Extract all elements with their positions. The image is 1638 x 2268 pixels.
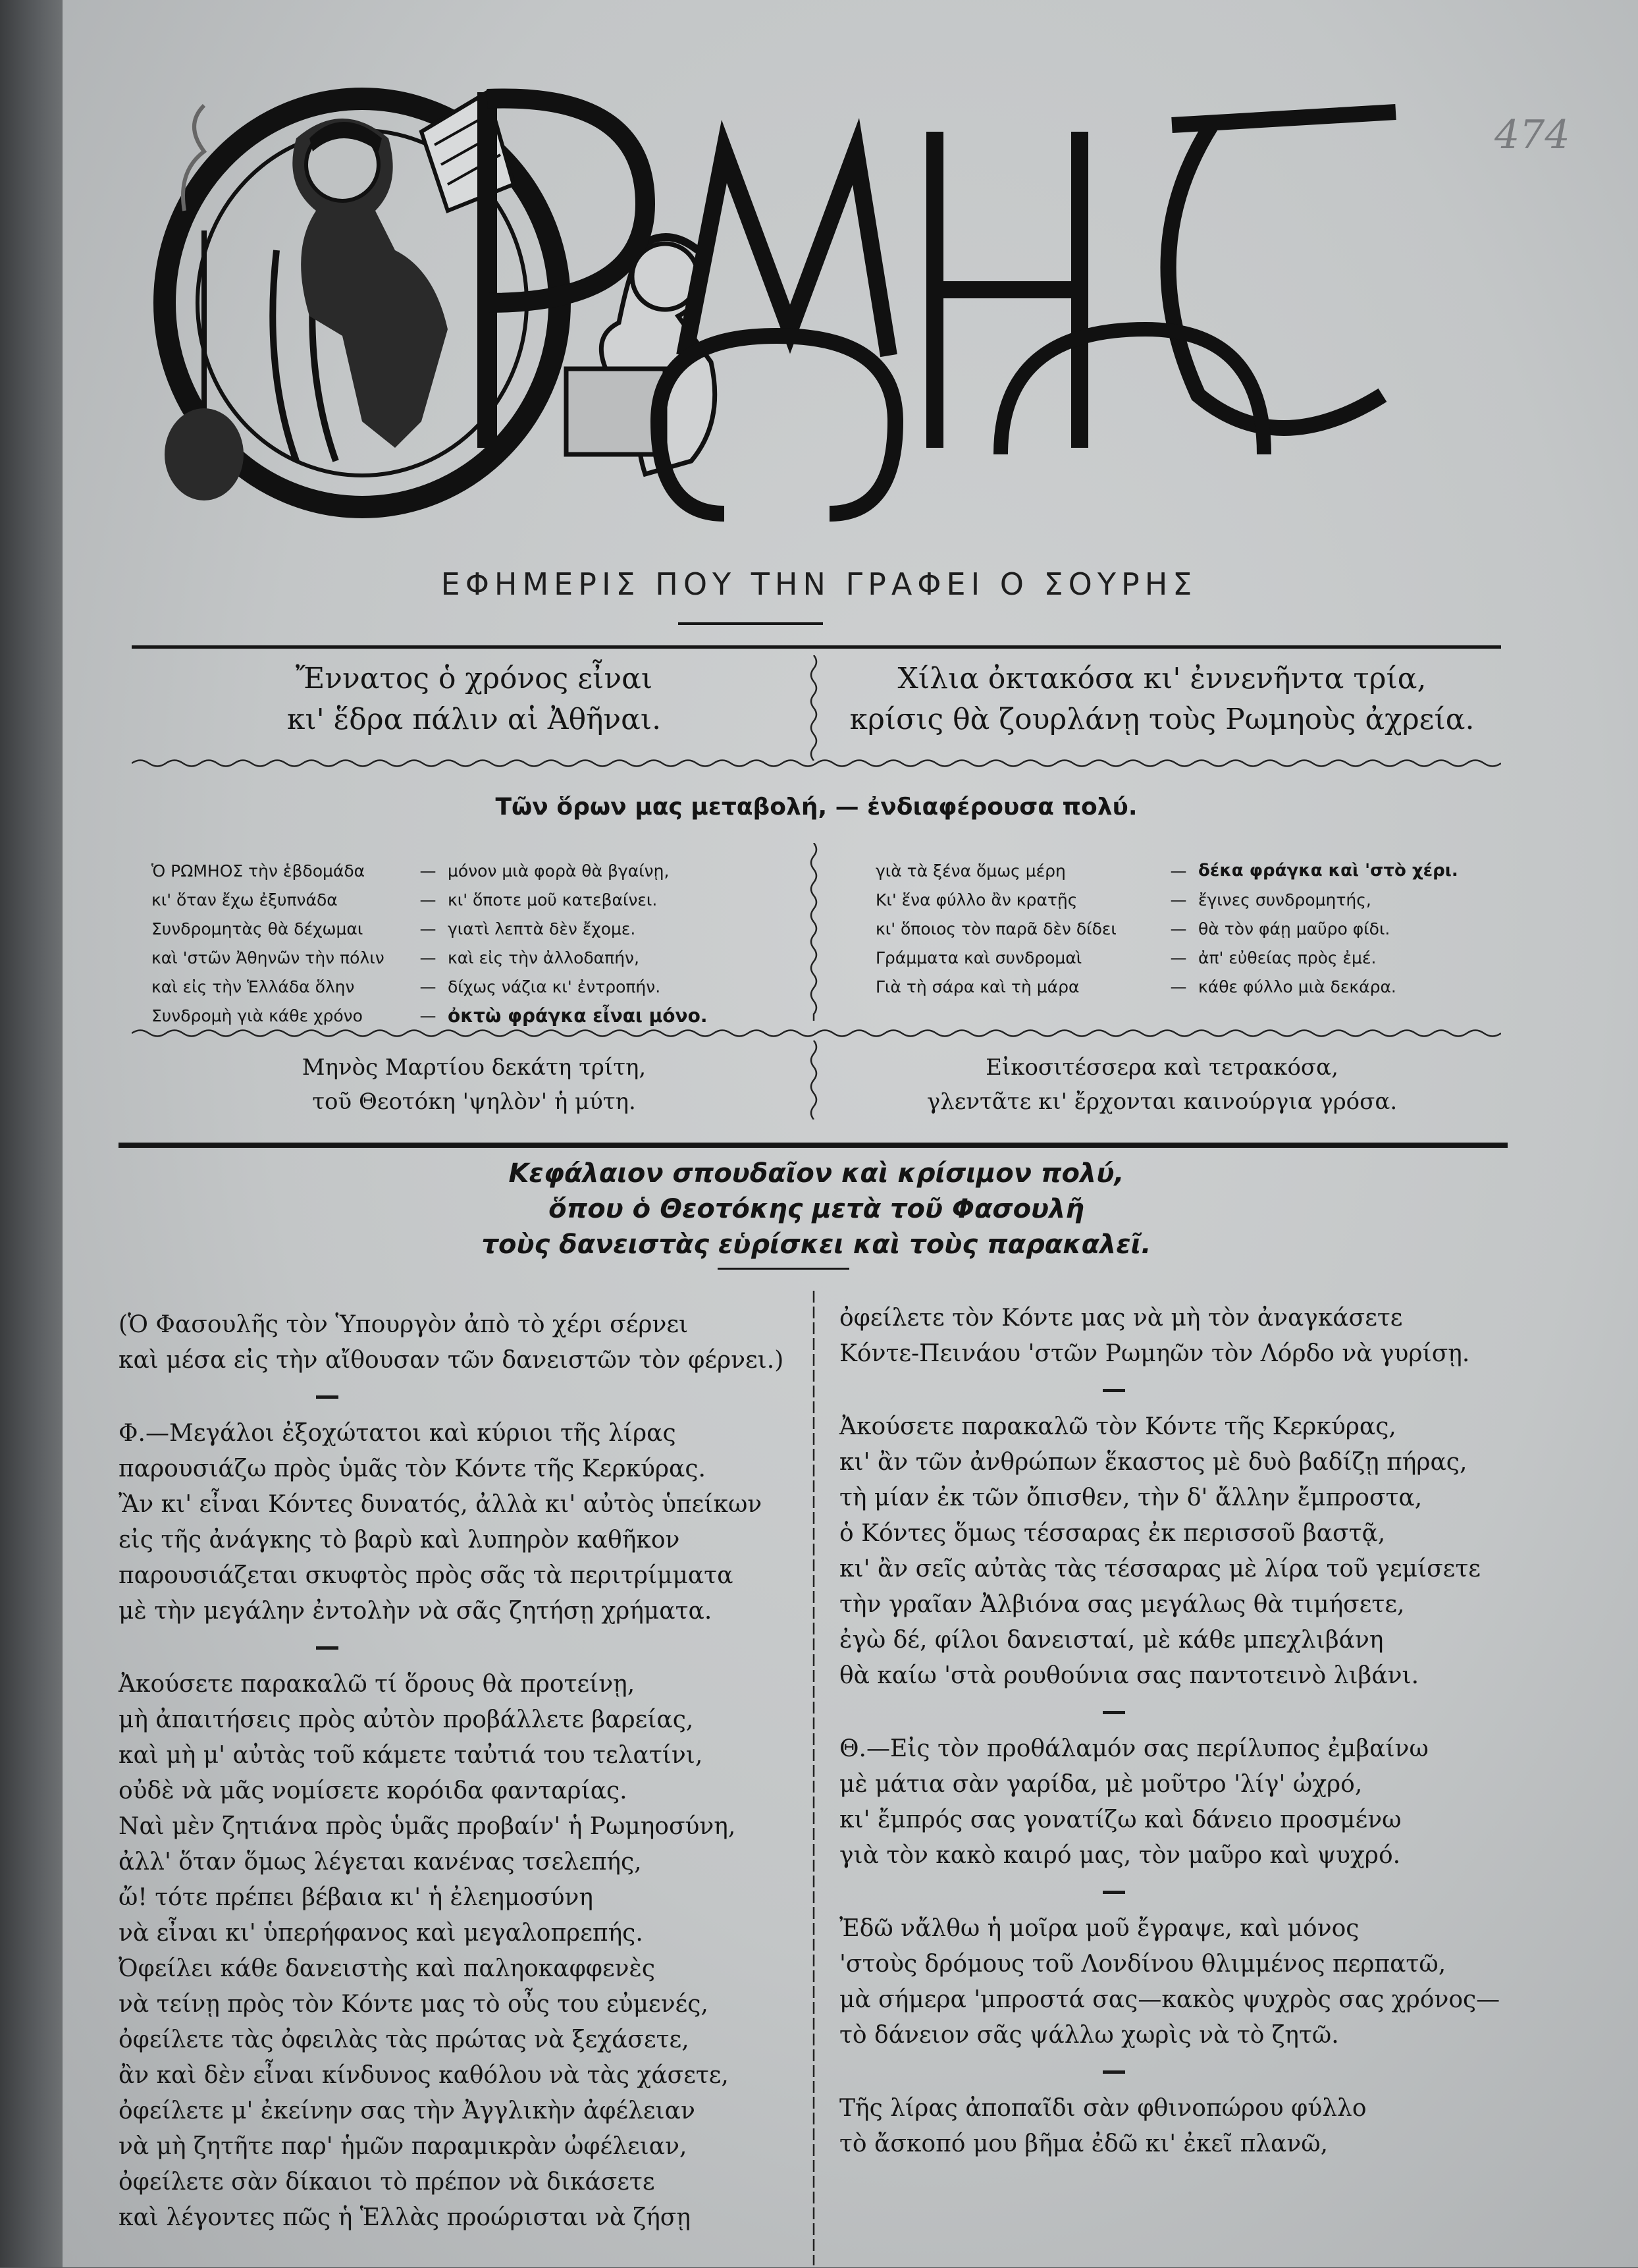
terms-row xyxy=(876,943,1501,972)
poem-line: μὴ ἀπαιτήσεις πρὸς αὐτὸν προβάλλετε βαρείας, xyxy=(119,1706,694,1733)
poem-line: θὰ καίω 'στὰ ρουθούνια σας παντοτεινὸ λιβάνι. xyxy=(839,1662,1419,1689)
headline-line: ὅπου ὁ Θεοτόκης μετὰ τοῦ Φασουλῆ xyxy=(548,1194,1084,1224)
stanza-separator xyxy=(1103,2070,1125,2074)
verse-line: κρίσις θὰ ζουρλάνῃ τοὺς Ρωμηοὺς ἀχρεία. xyxy=(849,703,1475,736)
terms-dash: — xyxy=(1170,948,1187,967)
terms-cell: Ὁ ΡΩΜΗΟΣ τὴν ἑβδομάδα xyxy=(151,861,365,880)
wavy-rule xyxy=(132,757,1501,769)
poem-line: Ἀκούσετε παρακαλῶ τὸν Κόντε τῆς Κερκύρας, xyxy=(839,1413,1396,1440)
terms-cell: ἀπ' εὐθείας πρὸς ἐμέ. xyxy=(1198,948,1377,967)
poem-line: μὲ τὴν μεγάλην ἐντολὴν νὰ σᾶς ζητήσῃ χρήματα. xyxy=(119,1598,712,1625)
verse-line: Εἰκοσιτέσσερα καὶ τετρακόσα, xyxy=(986,1054,1338,1081)
stanza xyxy=(839,1301,1504,1372)
terms-row xyxy=(151,943,731,972)
poem-line: ὤ! τότε πρέπει βέβαια κι' ἡ ἐλεημοσύνη xyxy=(119,1884,593,1911)
stanza xyxy=(839,2091,1504,2162)
stanza-separator xyxy=(1103,1891,1125,1894)
poem-line: εἰς τῆς ἀνάγκης τὸ βαρὺ καὶ λυπηρὸν καθῆκον xyxy=(119,1526,680,1553)
poem-line: ἐγὼ δέ, φίλοι δανεισταί, μὲ κάθε μπεχλιβάνη xyxy=(839,1627,1384,1654)
terms-heading: Τῶν ὅρων μας μεταβολή, — ἐνδιαφέρουσα πολύ. xyxy=(495,794,1138,821)
poem-line: Ὀφείλει κάθε δανειστὴς καὶ παληοκαφφενὲς xyxy=(119,1955,656,1982)
terms-cell: κι' ὅποιος τὸν παρᾶ δὲν δίδει xyxy=(876,919,1117,938)
top-verse-right xyxy=(823,659,1501,740)
poem-line: Ἐδῶ νἄλθω ἡ μοῖρα μοῦ ἔγραψε, καὶ μόνος xyxy=(839,1915,1360,1942)
terms-row xyxy=(151,1001,731,1030)
poem-line: νὰ εἶναι κι' ὑπερήφανος καὶ μεγαλοπρεπής. xyxy=(119,1920,643,1947)
poem-line: κι' ἂν σεῖς αὐτὰς τὰς τέσσαρας μὲ λίρα τοῦ γεμίσετε xyxy=(839,1555,1481,1582)
verse-line: γλεντᾶτε κι' ἔρχονται καινούργια γρόσα. xyxy=(926,1089,1398,1115)
terms-cell: Συνδρομητὰς θὰ δέχωμαι xyxy=(151,919,363,938)
section-rule-top xyxy=(132,645,1501,649)
poem-line: Θ.—Εἰς τὸν προθάλαμόν σας περίλυπος ἐμβαίνω xyxy=(839,1735,1429,1762)
poem-line: νὰ μὴ ζητῆτε παρ' ἡμῶν παραμικρὰν ὠφέλειαν, xyxy=(119,2133,687,2160)
handwritten-page-number: 474 xyxy=(1494,112,1570,158)
headline-line: τοὺς δανειστὰς εὑρίσκει καὶ τοὺς παρακαλεῖ. xyxy=(481,1229,1151,1260)
date-verse-left xyxy=(145,1050,803,1119)
terms-row xyxy=(876,856,1501,885)
poem-line: νὰ τείνῃ πρὸς τὸν Κόντε μας τὸ οὖς του εὐμενές, xyxy=(119,1991,708,2018)
terms-row xyxy=(151,885,731,914)
terms-cell: δέκα φράγκα καὶ 'στὸ χέρι. xyxy=(1198,861,1458,880)
section-rule-thick xyxy=(119,1143,1508,1148)
poem-line: τὴ μίαν ἐκ τῶν ὄπισθεν, τὴν δ' ἄλλην ἔμπροστα, xyxy=(839,1484,1423,1511)
poem-line: τὸ ἄσκοπό μου βῆμα ἐδῶ κι' ἐκεῖ πλανῶ, xyxy=(839,2130,1329,2157)
terms-cell: κάθε φύλλο μιὰ δεκάρα. xyxy=(1198,977,1396,996)
terms-dash: — xyxy=(1170,861,1187,880)
terms-row xyxy=(151,856,731,885)
headline-line: Κεφάλαιον σπουδαῖον καὶ κρίσιμον πολύ, xyxy=(508,1158,1124,1189)
verse-line: Χίλια ὀκτακόσα κι' ἐννενῆντα τρία, xyxy=(897,662,1427,695)
terms-dash: — xyxy=(419,861,436,880)
terms-row xyxy=(151,914,731,943)
verse-line: κι' ἕδρα πάλιν αἱ Ἀθῆναι. xyxy=(286,703,662,736)
stanza xyxy=(839,1409,1504,1694)
poem-line: καὶ μὴ μ' αὐτὰς τοῦ κάμετε ταὐτιά του τελατίνι, xyxy=(119,1742,703,1769)
poem-line: τὸ δάνειον σᾶς ψάλλω χωρὶς νὰ τὸ ζητῶ. xyxy=(839,2022,1339,2049)
date-verse-right xyxy=(823,1050,1501,1119)
poem-line: τὴν γραῖαν Ἀλβιόνα σας μεγάλως θὰ τιμήσετε, xyxy=(839,1591,1405,1618)
poem-line: ἂν καὶ δὲν εἶναι κίνδυνος καθόλου νὰ τὰς χάσετε, xyxy=(119,2062,729,2089)
terms-cell: κι' ὅταν ἔχω ἐξυπνάδα xyxy=(151,890,338,909)
stanza xyxy=(119,1416,803,1629)
terms-dash: — xyxy=(1170,919,1187,938)
poem-line: κι' ἔμπρός σας γονατίζω καὶ δάνειο προσμένω xyxy=(839,1806,1402,1833)
terms-cell: γιατὶ λεπτὰ δὲν ἔχομε. xyxy=(448,919,636,938)
poem-line: ὀφείλετε τὸν Κόντε μας νὰ μὴ τὸν ἀναγκάσετε xyxy=(839,1305,1403,1332)
stanza-separator xyxy=(1103,1711,1125,1714)
scan-binding-edge xyxy=(0,0,63,2267)
stanza-separator xyxy=(316,1395,338,1399)
stanza xyxy=(839,1911,1504,2053)
terms-cell: Κι' ἕνα φύλλο ἂν κρατῇς xyxy=(876,890,1078,909)
terms-dash: — xyxy=(419,948,436,967)
verse-line: Μηνὸς Μαρτίου δεκάτη τρίτη, xyxy=(302,1054,647,1081)
subscription-terms-right xyxy=(876,856,1501,1001)
terms-cell: κι' ὅποτε μοῦ κατεβαίνει. xyxy=(448,890,658,909)
headline-underline xyxy=(718,1268,849,1270)
article-left-column xyxy=(119,1307,803,2236)
verse-line: τοῦ Θεοτόκη 'ψηλὸν' ἡ μύτη. xyxy=(312,1089,636,1115)
terms-cell: Γράμματα καὶ συνδρομαὶ xyxy=(876,948,1082,967)
poem-line: ὀφείλετε τὰς ὀφειλὰς τὰς πρώτας νὰ ξεχάσετε, xyxy=(119,2026,689,2053)
poem-line: παρουσιάζω πρὸς ὑμᾶς τὸν Κόντε τῆς Κερκύρας. xyxy=(119,1455,706,1482)
terms-row xyxy=(151,972,731,1001)
terms-cell: μόνον μιὰ φορὰ θὰ βγαίνῃ, xyxy=(448,861,670,880)
column-divider-wavy xyxy=(807,655,820,761)
stanza xyxy=(119,1307,803,1378)
poem-line: Κόντε-Πεινάου 'στῶν Ρωμηῶν τὸν Λόρδο νὰ γυρίσῃ. xyxy=(839,1340,1470,1367)
wavy-rule xyxy=(132,1027,1501,1039)
poem-line: ἀλλ' ὅταν ὅμως λέγεται κανένας τσελεπής, xyxy=(119,1849,642,1876)
terms-dash: — xyxy=(1170,977,1187,996)
column-divider-wavy xyxy=(807,1291,820,2265)
poem-line: γιὰ τὸν κακὸ καιρό μας, τὸν μαῦρο καὶ ψυχρό. xyxy=(839,1842,1401,1869)
poem-line: 'στοὺς δρόμους τοῦ Λονδίνου θλιμμένος περπατῶ, xyxy=(839,1951,1446,1978)
poem-line: καὶ μέσα εἰς τὴν αἴθουσαν τῶν δανειστῶν τὸν φέρνει.) xyxy=(119,1347,784,1374)
poem-line: παρουσιάζεται σκυφτὸς πρὸς σᾶς τὰ περιτρίμματα xyxy=(119,1562,733,1589)
article-headline xyxy=(132,1156,1501,1262)
poem-line: οὐδὲ νὰ μᾶς νομίσετε κορόιδα φανταρίας. xyxy=(119,1777,627,1804)
terms-cell: καὶ εἰς τὴν Ἑλλάδα ὅλην xyxy=(151,977,355,996)
poem-line: καὶ λέγοντες πῶς ἡ Ἑλλὰς προώρισται νὰ ζήσῃ xyxy=(119,2204,691,2231)
article-right-column xyxy=(839,1301,1504,2162)
terms-cell: δίχως νάζια κι' ἐντροπήν. xyxy=(448,977,661,996)
terms-cell: Συνδρομὴ γιὰ κάθε χρόνο xyxy=(151,1006,363,1025)
terms-cell: θὰ τὸν φάῃ μαῦρο φίδι. xyxy=(1198,919,1390,938)
poem-line: Φ.—Μεγάλοι ἐξοχώτατοι καὶ κύριοι τῆς λίρας xyxy=(119,1420,676,1447)
terms-cell: ἔγινες συνδρομητής, xyxy=(1198,890,1371,909)
terms-row xyxy=(876,972,1501,1001)
poem-line: ὀφείλετε μ' ἐκείνην σας τὴν Ἀγγλικὴν ἀφέλειαν xyxy=(119,2097,695,2124)
terms-row xyxy=(876,914,1501,943)
terms-cell: καὶ εἰς τὴν ἀλλοδαπήν, xyxy=(448,948,639,967)
verse-line: Ἔννατος ὁ χρόνος εἶναι xyxy=(295,662,653,695)
poem-line: ὁ Κόντες ὅμως τέσσαρας ἐκ περισσοῦ βαστᾷ, xyxy=(839,1520,1386,1547)
stanza-separator xyxy=(1103,1389,1125,1392)
terms-cell: καὶ 'στῶν Ἀθηνῶν τὴν πόλιν xyxy=(151,948,384,967)
terms-cell: Γιὰ τὴ σάρα καὶ τὴ μάρα xyxy=(876,977,1080,996)
poem-line: ὀφείλετε σὰν δίκαιοι τὸ πρέπον νὰ δικάσετε xyxy=(119,2169,655,2196)
poem-line: Ἂν κι' εἶναι Κόντες δυνατός, ἀλλὰ κι' αὐτὸς ὑπείκων xyxy=(119,1491,762,1518)
terms-dash: — xyxy=(419,890,436,909)
terms-dash: — xyxy=(419,919,436,938)
newspaper-subtitle: ΕΦΗΜΕΡΙΣ ΠΟΥ ΤΗΝ ΓΡΑΦΕΙ Ο ΣΟΥΡΗΣ xyxy=(440,566,1198,602)
column-divider-wavy xyxy=(807,1040,820,1120)
terms-dash: — xyxy=(419,1006,436,1025)
poem-line: μὰ σήμερα 'μπροστά σας—κακὸς ψυχρὸς σας χρόνος— xyxy=(839,1986,1500,2013)
poem-line: μὲ μάτια σὰν γαρίδα, μὲ μοῦτρο 'λίγ' ὠχρό, xyxy=(839,1771,1363,1798)
poem-line: (Ὁ Φασουλῆς τὸν Ὑπουργὸν ἀπὸ τὸ χέρι σέρνει xyxy=(119,1311,689,1338)
masthead-illustration xyxy=(145,53,1435,527)
terms-cell: ὀκτὼ φράγκα εἶναι μόνο. xyxy=(448,1004,708,1027)
poem-line: Ἀκούσετε παρακαλῶ τί ὅρους θὰ προτείνῃ, xyxy=(119,1671,635,1698)
stanza xyxy=(119,1667,803,2236)
subscription-terms-left xyxy=(151,856,731,1030)
terms-dash: — xyxy=(419,977,436,996)
poem-line: Ναὶ μὲν ζητιάνα πρὸς ὑμᾶς προβαίν' ἡ Ρωμηοσύνη, xyxy=(119,1813,736,1840)
poem-line: Τῆς λίρας ἀποπαῖδι σὰν φθινοπώρου φύλλο xyxy=(839,2095,1367,2122)
terms-cell: γιὰ τὰ ξένα ὅμως μέρη xyxy=(876,861,1066,880)
terms-row xyxy=(876,885,1501,914)
top-verse-left xyxy=(145,659,803,740)
stanza xyxy=(839,1731,1504,1874)
terms-dash: — xyxy=(1170,890,1187,909)
masthead xyxy=(145,53,1435,527)
poem-line: κι' ἂν τῶν ἀνθρώπων ἕκαστος μὲ δυὸ βαδίζῃ πήρας, xyxy=(839,1449,1467,1476)
subtitle-ornament xyxy=(678,622,823,625)
column-divider-wavy xyxy=(807,843,820,1021)
stanza-separator xyxy=(316,1646,338,1650)
